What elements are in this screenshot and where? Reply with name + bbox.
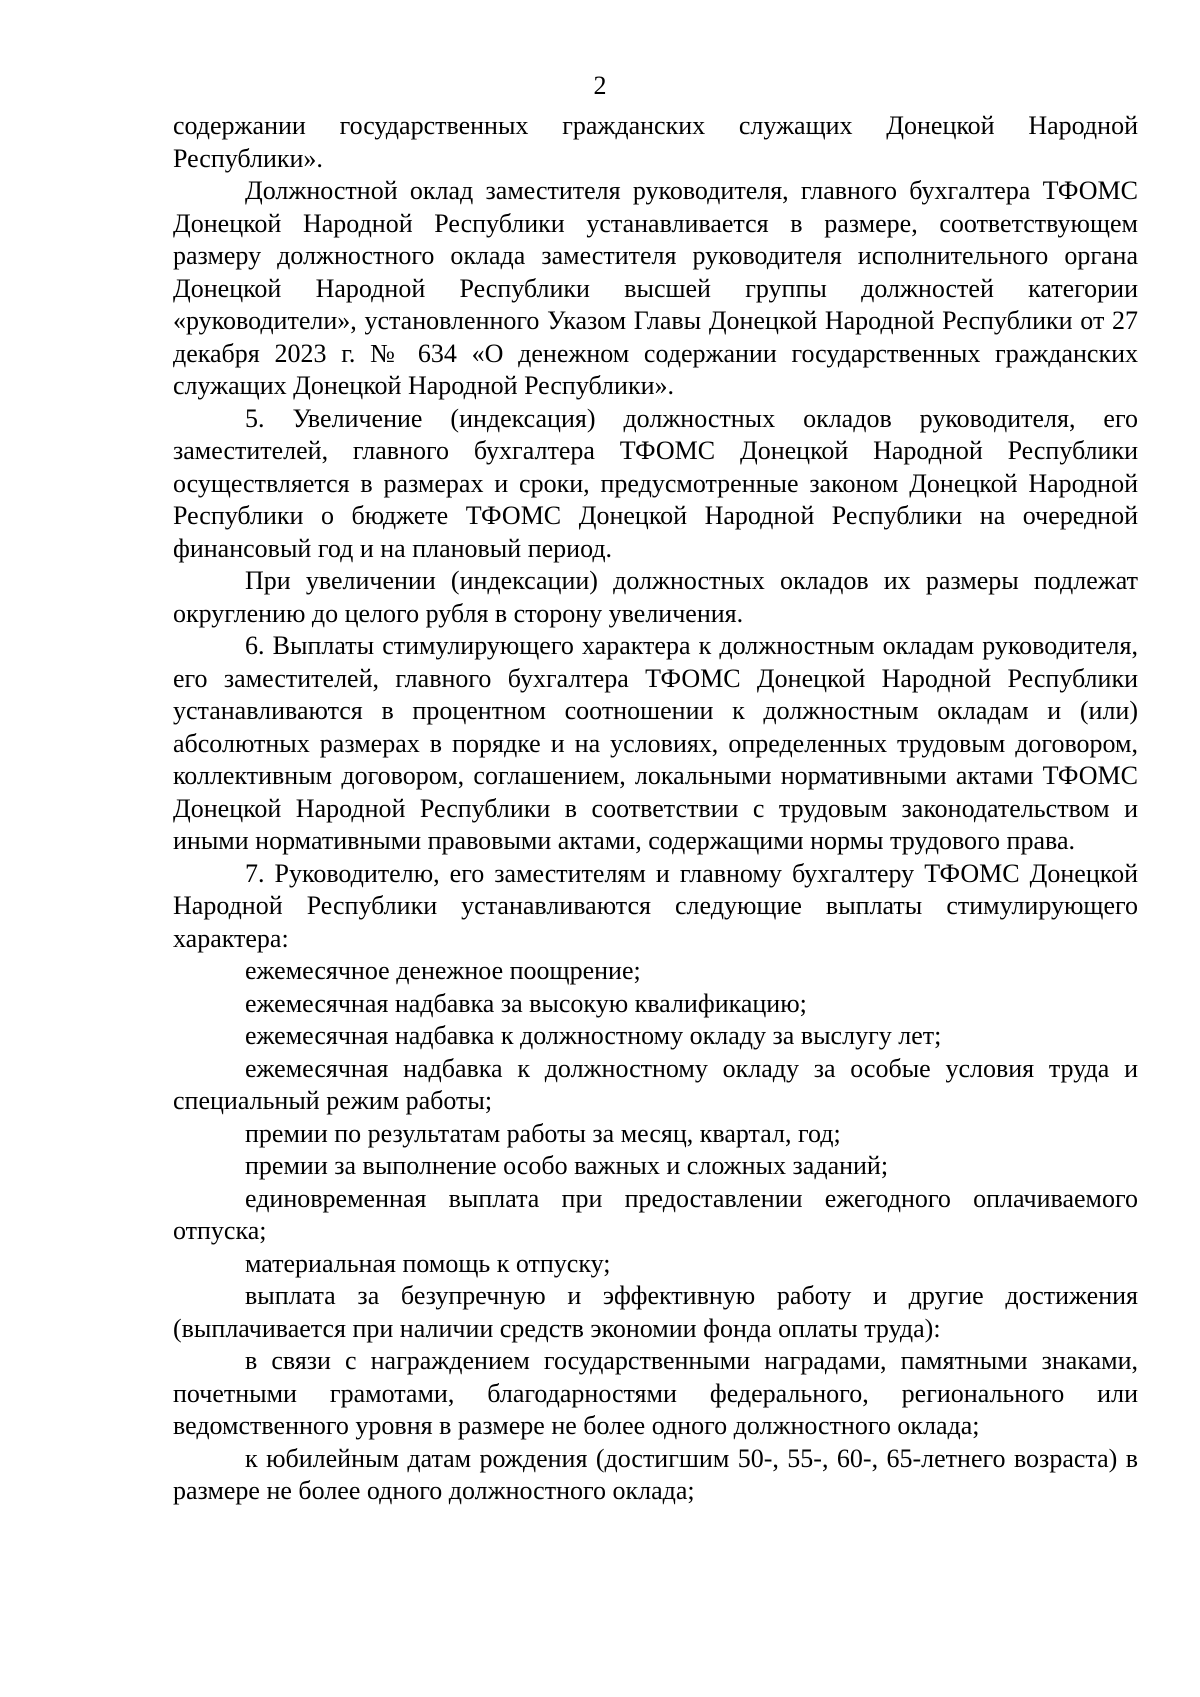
- list-item-special-tasks-bonuses: премии за выполнение особо важных и сложных заданий;: [245, 1151, 889, 1180]
- list-item-anniversaries: к юбилейным датам рождения (достигшим 50-, 55-, 60-, 65-летнего возраста) в размере не более одного должностного оклада;: [173, 1443, 1138, 1505]
- list-item-vacation-payment: единовременная выплата при предоставлении ежегодного оплачиваемого отпуска;: [173, 1183, 1138, 1245]
- paragraph-continuation: содержании государственных гражданских служащих Донецкой Народной Республики».: [173, 111, 1138, 173]
- list-item-qualification-allowance: ежемесячная надбавка за высокую квалификацию;: [245, 988, 807, 1018]
- document-body: [173, 110, 1138, 1508]
- list-item-awards: в связи с награждением государственными наградами, памятными знаками, почетными грамотами, благодарностями федерального, регионального или ведомственного уровня в размере не более одного должностного оклада;: [173, 1346, 1138, 1440]
- page-number: 2: [593, 71, 607, 100]
- list-item-excellence-payment: выплата за безупречную и эффективную работу и другие достижения (выплачивается при наличии средств экономии фонда оплаты труда):: [173, 1281, 1138, 1343]
- paragraph-item-5: 5. Увеличение (индексация) должностных окладов руководителя, его заместителей, главного бухгалтера ТФОМС Донецкой Народной Республики осуществляется в размерах и сроки, предусмотренные законом Донецкой Народной Республики о бюджете ТФОМС Донецкой Народной Республики на очередной финансовый год и на плановый период.: [173, 403, 1138, 563]
- list-item-material-aid: материальная помощь к отпуску;: [245, 1248, 611, 1278]
- paragraph-rounding: При увеличении (индексации) должностных окладов их размеры подлежат округлению до целого рубля в сторону увеличения.: [173, 566, 1138, 628]
- paragraph-item-6: 6. Выплаты стимулирующего характера к должностным окладам руководителя, его заместителей, главного бухгалтера ТФОМС Донецкой Народной Республики устанавливаются в процентном соотношении к должностным окладам и (или) абсолютных размерах в порядке и на условиях, определенных трудовым договором, коллективным договором, соглашением, локальными нормативными актами ТФОМС Донецкой Народной Республики в соответствии с трудовым законодательством и иными нормативными правовыми актами, содержащими нормы трудового права.: [173, 631, 1138, 855]
- list-item-special-conditions-allowance: ежемесячная надбавка к должностному окладу за особые условия труда и специальный режим работы;: [173, 1053, 1138, 1115]
- paragraph-deputy-salary: Должностной оклад заместителя руководителя, главного бухгалтера ТФОМС Донецкой Народной Республики устанавливается в размере, соответствующем размеру должностного оклада заместителя руководителя исполнительного органа Донецкой Народной Республики высшей группы должностей категории «руководители», установленного Указом Главы Донецкой Народной Республики от 27 декабря 2023 г. № 634 «О денежном содержании государственных гражданских служащих Донецкой Народной Республики».: [173, 176, 1138, 400]
- list-item-period-bonuses: премии по результатам работы за месяц, квартал, год;: [245, 1118, 841, 1148]
- list-item-seniority-allowance: ежемесячная надбавка к должностному окладу за выслугу лет;: [245, 1021, 942, 1050]
- list-item-monthly-bonus: ежемесячное денежное поощрение;: [245, 956, 641, 985]
- paragraph-item-7: 7. Руководителю, его заместителям и главному бухгалтеру ТФОМС Донецкой Народной Республики устанавливаются следующие выплаты стимулирующего характера:: [173, 858, 1138, 953]
